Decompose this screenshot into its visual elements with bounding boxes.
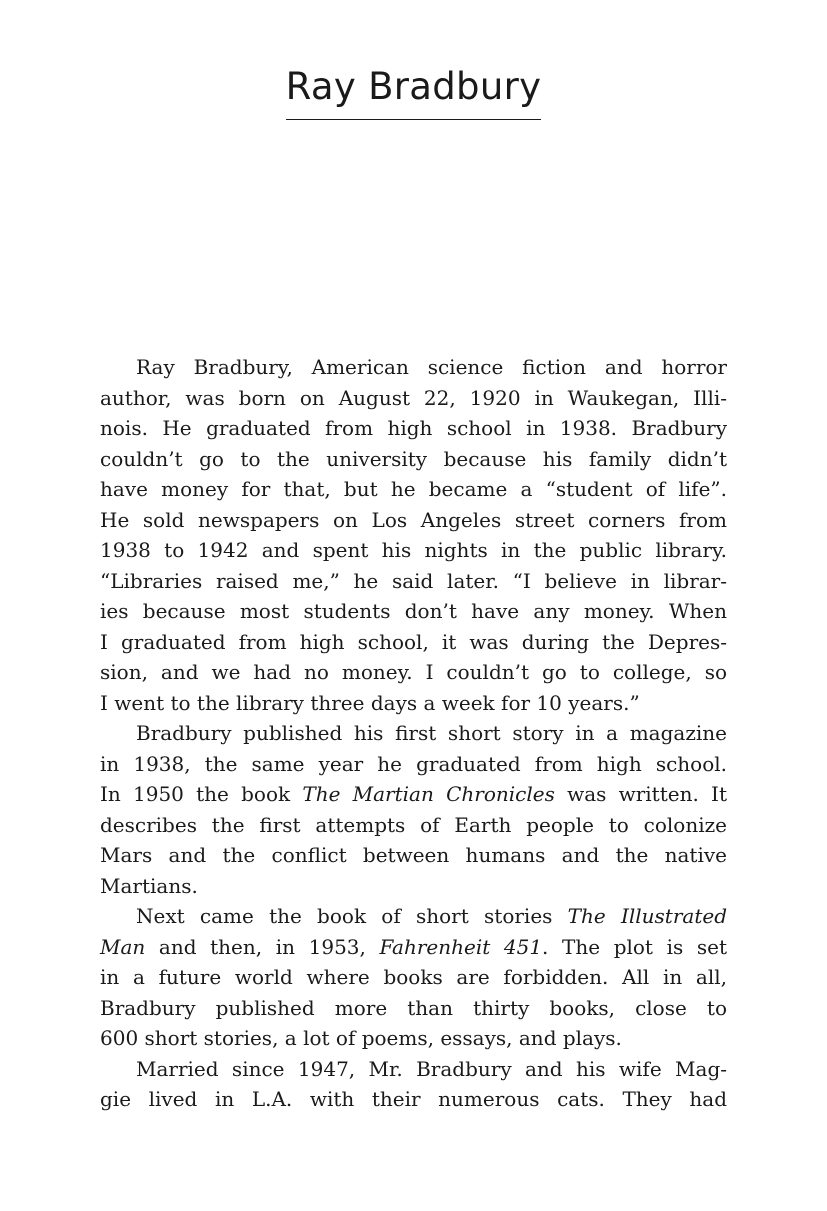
body-text (100, 352, 727, 1115)
text-run: Bradbury published more than thirty books, close to (100, 995, 727, 1020)
text-line (100, 962, 727, 993)
text-line (100, 566, 727, 597)
text-line (100, 383, 727, 414)
text-line (100, 810, 727, 841)
text-line (100, 932, 727, 963)
text-line (100, 901, 727, 932)
text-run: Ray Bradbury, American science fiction and horror (136, 355, 727, 379)
text-line (100, 779, 727, 810)
text-line (100, 627, 727, 658)
book-title-italic: The Illustrated (567, 904, 727, 928)
text-run: I went to the library three days a week for 10 years.” (100, 690, 640, 715)
text-line (100, 413, 727, 444)
text-run: 600 short stories, a lot of poems, essays, and plays. (100, 1026, 622, 1050)
text-run: author, was born on August 22, 1920 in Waukegan, Illi- (100, 385, 727, 410)
book-title-italic: The Martian Chronicles (302, 782, 555, 806)
text-run: I graduated from high school, it was during the Depres- (100, 629, 727, 654)
text-run: ies because most students don’t have any money. When (100, 599, 727, 623)
text-line (100, 444, 727, 475)
text-run: have money for that, but he became a “student of life”. (100, 477, 727, 501)
text-run: was written. It (554, 782, 727, 806)
page-title: Ray Bradbury (286, 66, 542, 120)
text-line (100, 1054, 727, 1085)
text-line (100, 657, 727, 688)
text-line (100, 596, 727, 627)
text-run: in a future world where books are forbidden. All in all, (100, 965, 727, 989)
text-run: sion, and we had no money. I couldn’t go to college, so (100, 660, 727, 684)
text-run: Married since 1947, Mr. Bradbury and his wife Mag- (136, 1056, 727, 1081)
book-title-italic: Fahrenheit 451 (379, 934, 543, 959)
text-run: . The plot is set (542, 934, 727, 959)
text-run: “Libraries raised me,” he said later. “I believe in librar- (100, 568, 727, 593)
text-line (100, 535, 727, 566)
text-line (100, 871, 727, 902)
text-line (100, 505, 727, 536)
text-run: Next came the book of short stories (136, 904, 568, 928)
text-run: Martians. (100, 873, 198, 898)
text-run: Bradbury published his first short story in a magazine (136, 721, 727, 745)
text-line (100, 749, 727, 780)
text-run: 1938 to 1942 and spent his nights in the public library. (100, 538, 727, 562)
text-line (100, 352, 727, 383)
text-line (100, 474, 727, 505)
text-run: gie lived in L.A. with their numerous cats. They had (100, 1087, 727, 1111)
text-run: In 1950 the book (100, 782, 303, 806)
text-line (100, 840, 727, 871)
text-run: Mars and the conflict between humans and the native (100, 843, 727, 867)
text-run: couldn’t go to the university because his family didn’t (100, 446, 727, 471)
text-run: nois. He graduated from high school in 1938. Bradbury (100, 416, 727, 440)
title-container (0, 66, 827, 120)
text-run: He sold newspapers on Los Angeles street corners from (100, 507, 727, 532)
text-line (100, 1084, 727, 1115)
text-run: in 1938, the same year he graduated from high school. (100, 751, 727, 776)
text-line (100, 1023, 727, 1054)
book-title-italic: Man (100, 934, 146, 959)
text-run: and then, in 1953, (145, 934, 380, 959)
text-run: describes the first attempts of Earth people to colonize (100, 812, 727, 837)
text-line (100, 993, 727, 1024)
text-line (100, 688, 727, 719)
text-line (100, 718, 727, 749)
